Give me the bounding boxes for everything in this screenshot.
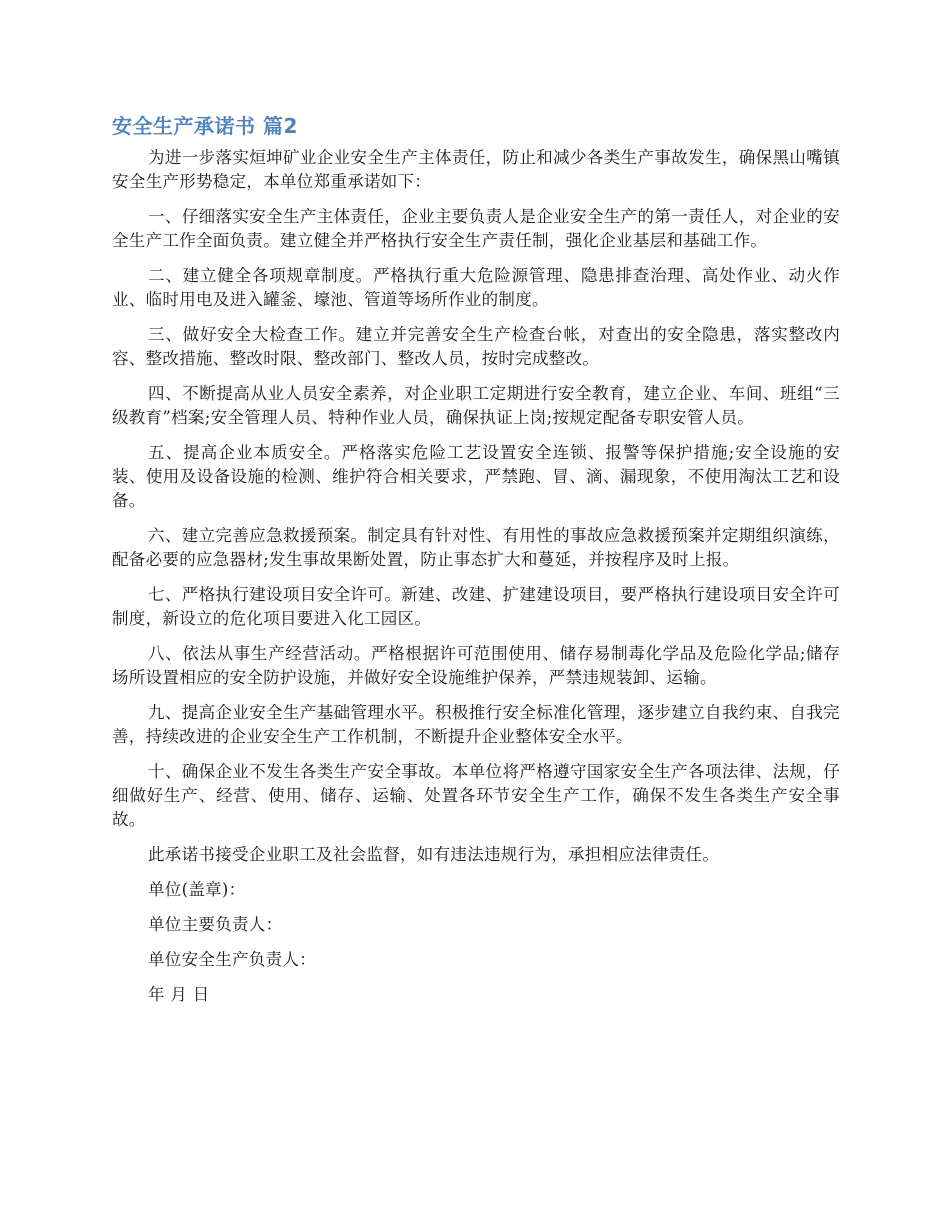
commitment-item-3: 三、做好安全大检查工作。建立并完善安全生产检查台帐，对查出的安全隐患，落实整改内容、整改措施、整改时限、整改部门、整改人员，按时完成整改。: [112, 325, 840, 368]
commitment-item-4: 四、不断提高从业人员安全素养，对企业职工定期进行安全教育，建立企业、车间、班组“三级教育”档案;安全管理人员、特种作业人员，确保执证上岗;按规定配备专职安管人员。: [112, 384, 840, 427]
document-title: 安全生产承诺书 篇2: [112, 114, 298, 138]
closing-paragraph: 此承诺书接受企业职工及社会监督，如有违法违规行为，承担相应法律责任。: [148, 845, 720, 864]
signature-unit-seal: 单位(盖章)：: [148, 880, 246, 899]
commitment-item-5: 五、提高企业本质安全。严格落实危险工艺设置安全连锁、报警等保护措施;安全设施的安装、使用及设备设施的检测、维护符合相关要求，严禁跑、冒、滴、漏现象，不使用淘汰工艺和设备。: [112, 443, 840, 510]
commitment-item-8: 八、依法从事生产经营活动。严格根据许可范围使用、储存易制毒化学品及危险化学品;储存场所设置相应的安全防护设施，并做好安全设施维护保养，严禁违规装卸、运输。: [112, 644, 840, 687]
signature-date: 年 月 日: [148, 985, 210, 1004]
intro-paragraph: 为进一步落实烜坤矿业企业安全生产主体责任，防止和减少各类生产事故发生，确保黑山嘴镇安全生产形势稳定，本单位郑重承诺如下：: [112, 148, 840, 191]
document-page: [112, 112, 840, 1018]
commitment-item-9: 九、提高企业安全生产基础管理水平。积极推行安全标准化管理，逐步建立自我约束、自我完善，持续改进的企业安全生产工作机制，不断提升企业整体安全水平。: [112, 703, 840, 746]
commitment-item-2: 二、建立健全各项规章制度。严格执行重大危险源管理、隐患排查治理、高处作业、动火作业、临时用电及进入罐釜、壕池、管道等场所作业的制度。: [112, 266, 840, 309]
signature-principal: 单位主要负责人：: [148, 915, 283, 934]
commitment-item-7: 七、严格执行建设项目安全许可。新建、改建、扩建建设项目，要严格执行建设项目安全许可制度，新设立的危化项目要进入化工园区。: [112, 585, 840, 628]
commitment-item-6: 六、建立完善应急救援预案。制定具有针对性、有用性的事故应急救援预案并定期组织演练，配备必要的应急器材;发生事故果断处置，防止事态扩大和蔓延，并按程序及时上报。: [112, 526, 840, 569]
signature-safety-principal: 单位安全生产负责人：: [148, 950, 316, 969]
commitment-item-10: 十、确保企业不发生各类生产安全事故。本单位将严格遵守国家安全生产各项法律、法规，仔细做好生产、经营、使用、储存、运输、处置各环节安全生产工作，确保不发生各类生产安全事故。: [112, 762, 840, 829]
commitment-item-1: 一、仔细落实安全生产主体责任，企业主要负责人是企业安全生产的第一责任人，对企业的安全生产工作全面负责。建立健全并严格执行安全生产责任制，强化企业基层和基础工作。: [112, 207, 840, 250]
